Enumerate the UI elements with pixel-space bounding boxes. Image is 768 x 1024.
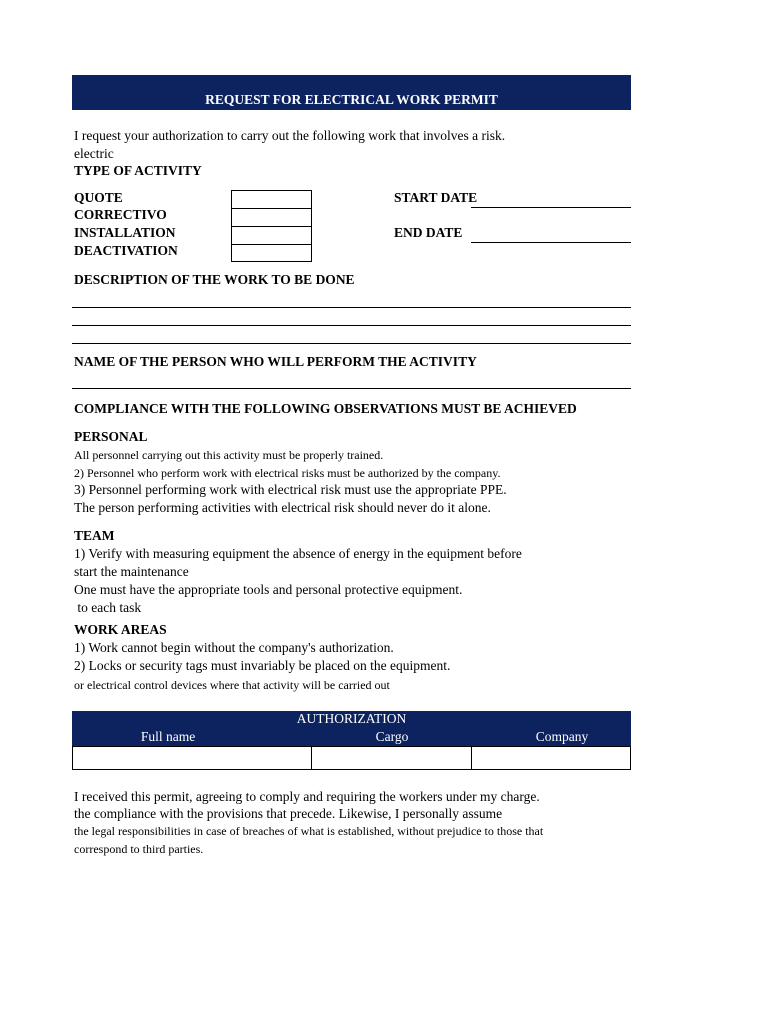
work-areas-rule-1: 1) Work cannot begin without the company's authorization. (74, 640, 394, 655)
team-rule-3: One must have the appropriate tools and personal protective equipment. (74, 582, 463, 597)
personal-rule-1: All personnel carrying out this activity must be properly trained. (74, 448, 384, 462)
authorization-company-cell[interactable] (471, 746, 631, 770)
activity-checkbox-corrective[interactable] (231, 208, 312, 227)
personal-rule-3: 3) Personnel performing work with electrical risk must use the appropriate PPE. (74, 482, 507, 497)
description-line-2[interactable] (72, 325, 631, 326)
footer-line-1: I received this permit, agreeing to comply and requiring the workers under my charge. (74, 789, 540, 804)
authorization-header (72, 711, 631, 747)
team-rule-2: start the maintenance (74, 564, 189, 579)
compliance-heading: COMPLIANCE WITH THE FOLLOWING OBSERVATIONS MUST BE ACHIEVED (74, 401, 577, 416)
team-heading: TEAM (74, 528, 115, 543)
description-line-3[interactable] (72, 343, 631, 344)
activity-option-label-corrective: CORRECTIVO (74, 207, 167, 222)
activity-option-label-deactivation: DEACTIVATION (74, 243, 178, 258)
page-title: REQUEST FOR ELECTRICAL WORK PERMIT (205, 92, 498, 107)
column-header-company: Company (535, 729, 589, 744)
footer-line-3: the legal responsibilities in case of breaches of what is established, without prejudice to those that (74, 824, 544, 838)
person-heading: NAME OF THE PERSON WHO WILL PERFORM THE ACTIVITY (74, 354, 477, 369)
authorization-cargo-cell[interactable] (311, 746, 472, 770)
work-areas-rule-3: or electrical control devices where that activity will be carried out (74, 678, 390, 692)
start-date-field[interactable] (471, 207, 631, 208)
intro-line-2: electric (74, 146, 114, 161)
column-header-full-name: Full name (140, 729, 196, 744)
activity-checkbox-installation[interactable] (231, 226, 312, 245)
activity-option-label-installation: INSTALLATION (74, 225, 176, 240)
personal-heading: PERSONAL (74, 429, 148, 444)
person-name-field[interactable] (72, 388, 631, 389)
activity-heading: TYPE OF ACTIVITY (74, 163, 202, 178)
footer-line-4: correspond to third parties. (74, 842, 204, 856)
work-areas-rule-2: 2) Locks or security tags must invariably be placed on the equipment. (74, 658, 451, 673)
permit-title-bar (72, 75, 631, 110)
description-line-1[interactable] (72, 307, 631, 308)
work-areas-heading: WORK AREAS (74, 622, 167, 637)
end-date-label: END DATE (394, 225, 463, 240)
activity-checkbox-quote[interactable] (231, 190, 312, 209)
activity-checkbox-deactivation[interactable] (231, 244, 312, 262)
end-date-field[interactable] (471, 242, 631, 243)
column-header-cargo: Cargo (375, 729, 409, 744)
description-heading: DESCRIPTION OF THE WORK TO BE DONE (74, 272, 355, 287)
authorization-full-name-cell[interactable] (72, 746, 312, 770)
personal-rule-4: The person performing activities with electrical risk should never do it alone. (74, 500, 491, 515)
footer-line-2: the compliance with the provisions that precede. Likewise, I personally assume (74, 806, 503, 821)
team-rule-4: to each task (74, 600, 142, 615)
activity-option-label-quote: QUOTE (74, 190, 123, 205)
team-rule-1: 1) Verify with measuring equipment the absence of energy in the equipment before (74, 546, 522, 561)
authorization-title: AUTHORIZATION (296, 711, 407, 726)
personal-rule-2: 2) Personnel who perform work with electrical risks must be authorized by the company. (74, 466, 501, 480)
intro-line-1: I request your authorization to carry out the following work that involves a risk. (74, 128, 506, 143)
start-date-label: START DATE (394, 190, 478, 205)
